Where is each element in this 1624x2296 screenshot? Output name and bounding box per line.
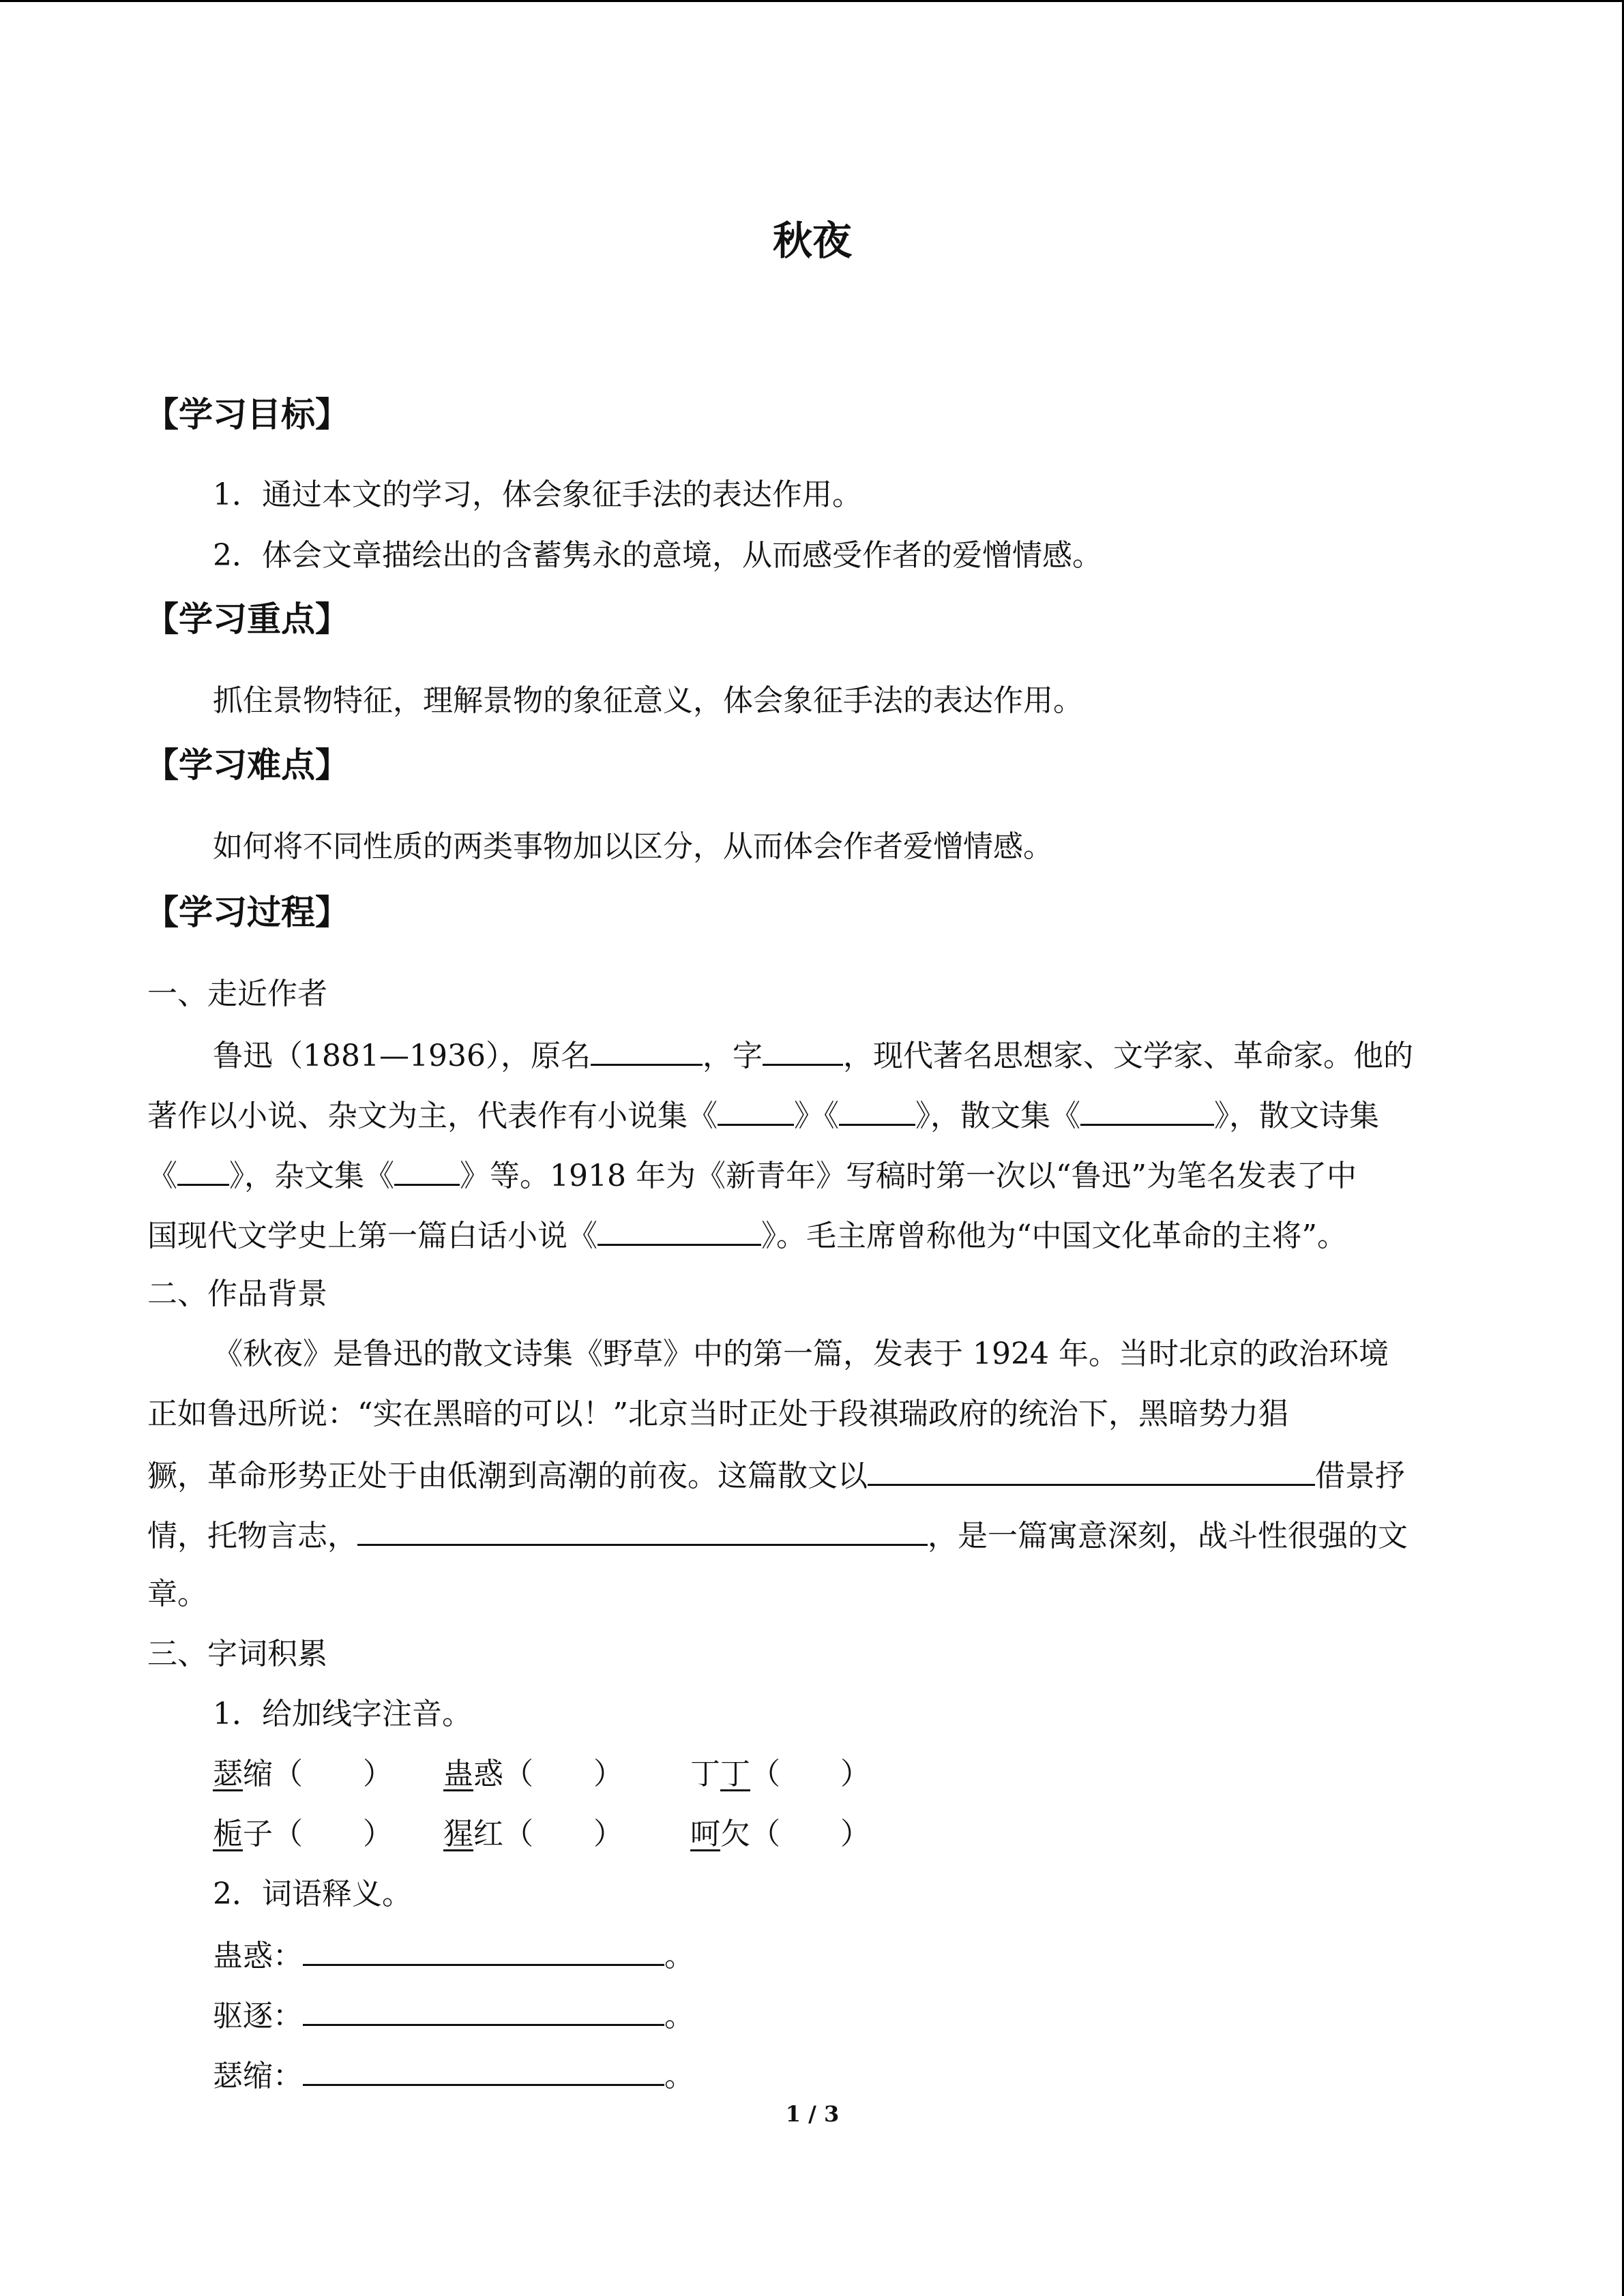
background-line-3 xyxy=(147,1454,1405,1497)
goal-item: 2．体会文章描绘出的含蓄隽永的意境，从而感受作者的爱憎情感。 xyxy=(213,538,1102,573)
answer-blank-prose-poetry[interactable] xyxy=(177,1154,229,1186)
definition-row xyxy=(213,1994,694,2037)
answer-blank-first-story[interactable] xyxy=(597,1214,761,1246)
word-rest: 子 xyxy=(243,1817,273,1851)
answer-blank-definition[interactable] xyxy=(303,1994,664,2026)
word-rest: 欠 xyxy=(720,1817,750,1851)
author-text: 》，杂文集《 xyxy=(229,1159,394,1193)
author-line-1 xyxy=(213,1034,1413,1077)
underlined-char: 瑟 xyxy=(213,1757,243,1791)
author-text: 《 xyxy=(147,1159,177,1193)
word-rest: 缩 xyxy=(243,1757,273,1791)
page-number: 1 / 3 xyxy=(785,2101,840,2127)
author-text: 国现代文学史上第一篇白话小说《 xyxy=(147,1219,597,1253)
background-line-4 xyxy=(147,1514,1408,1557)
pinyin-item xyxy=(213,1817,393,1851)
pinyin-item xyxy=(443,1817,623,1851)
goal-item: 1．通过本文的学习，体会象征手法的表达作用。 xyxy=(213,477,862,512)
definition-end: 。 xyxy=(664,1939,694,1973)
heading-focus: 【学习重点】 xyxy=(145,599,349,639)
answer-blank-theme[interactable] xyxy=(357,1514,928,1546)
underlined-char: 呵 xyxy=(690,1817,720,1851)
answer-paren[interactable]: （ ） xyxy=(503,1757,623,1791)
answer-blank-definition[interactable] xyxy=(303,1934,664,1966)
pinyin-item xyxy=(213,1757,393,1791)
vocab-question-1: 1．给加线字注音。 xyxy=(213,1697,472,1731)
answer-paren[interactable]: （ ） xyxy=(503,1817,623,1851)
section-vocab-heading: 三、字词积累 xyxy=(147,1637,327,1671)
author-text: 著作以小说、杂文为主，代表作有小说集《 xyxy=(147,1099,718,1133)
background-text: 獗，革命形势正处于由低潮到高潮的前夜。这篇散文以 xyxy=(147,1459,868,1493)
section-author-heading: 一、走近作者 xyxy=(147,976,327,1011)
section-background-heading: 二、作品背景 xyxy=(147,1277,327,1311)
answer-paren[interactable]: （ ） xyxy=(750,1757,870,1791)
answer-blank-scene[interactable] xyxy=(868,1454,1315,1486)
definition-row xyxy=(213,1934,694,1977)
definition-end: 。 xyxy=(664,1999,694,2033)
pinyin-row-2 xyxy=(213,1814,870,1855)
word-rest: 红 xyxy=(473,1817,503,1851)
underlined-char: 蛊 xyxy=(443,1757,473,1791)
underlined-char: 猩 xyxy=(443,1817,473,1851)
background-text: ，是一篇寓意深刻，战斗性很强的文 xyxy=(928,1519,1408,1553)
difficulty-text: 如何将不同性质的两类事物加以区分，从而体会作者爱憎情感。 xyxy=(213,829,1053,864)
answer-blank-prose[interactable] xyxy=(1080,1094,1214,1126)
pinyin-item xyxy=(443,1757,623,1791)
pinyin-item xyxy=(690,1757,870,1791)
pinyin-item xyxy=(690,1817,870,1851)
author-text: 》等。1918 年为《新青年》写稿时第一次以“鲁迅”为笔名发表了中 xyxy=(460,1159,1357,1193)
author-line-2 xyxy=(147,1094,1379,1137)
page-border-top xyxy=(0,0,1624,2)
answer-paren[interactable]: （ ） xyxy=(273,1757,393,1791)
author-text: 》。毛主席曾称他为“中国文化革命的主将”。 xyxy=(761,1219,1347,1253)
background-text: 借景抒 xyxy=(1315,1459,1405,1493)
definition-row xyxy=(213,2054,694,2097)
vocab-question-2: 2．词语释义。 xyxy=(213,1877,412,1911)
page-title: 秋夜 xyxy=(772,218,852,264)
answer-blank-novel-1[interactable] xyxy=(718,1094,794,1126)
author-line-3 xyxy=(147,1154,1357,1197)
word-rest: 惑 xyxy=(473,1757,503,1791)
author-text: 》，散文诗集 xyxy=(1214,1099,1379,1133)
author-text: 鲁迅（1881—1936），原名 xyxy=(213,1039,591,1073)
background-line-2: 正如鲁迅所说：“实在黑暗的可以！”北京当时正处于段祺瑞政府的统治下，黑暗势力猖 xyxy=(147,1397,1288,1431)
word-pre: 丁 xyxy=(690,1757,720,1791)
definition-word: 蛊惑： xyxy=(213,1939,303,1973)
answer-blank-definition[interactable] xyxy=(303,2054,664,2086)
heading-goals: 【学习目标】 xyxy=(145,394,349,434)
answer-blank-original-name[interactable] xyxy=(591,1034,703,1066)
underlined-char: 栀 xyxy=(213,1817,243,1851)
answer-paren[interactable]: （ ） xyxy=(750,1817,870,1851)
definition-word: 瑟缩： xyxy=(213,2059,303,2093)
author-text: ，现代著名思想家、文学家、革命家。他的 xyxy=(842,1039,1413,1073)
pinyin-row-1 xyxy=(213,1754,870,1795)
heading-difficulty: 【学习难点】 xyxy=(145,745,349,785)
author-text: 》《 xyxy=(794,1099,839,1133)
author-text: ，字 xyxy=(702,1039,763,1073)
background-line-5: 章。 xyxy=(147,1577,207,1611)
definition-end: 。 xyxy=(664,2059,694,2093)
heading-process: 【学习过程】 xyxy=(145,892,349,932)
answer-blank-essays[interactable] xyxy=(394,1154,460,1186)
underlined-char: 丁 xyxy=(720,1757,750,1791)
definition-word: 驱逐： xyxy=(213,1999,303,2033)
answer-paren[interactable]: （ ） xyxy=(273,1817,393,1851)
author-text: 》，散文集《 xyxy=(915,1099,1080,1133)
author-line-4 xyxy=(147,1214,1347,1257)
answer-blank-novel-2[interactable] xyxy=(839,1094,915,1126)
focus-text: 抓住景物特征，理解景物的象征意义，体会象征手法的表达作用。 xyxy=(213,683,1083,718)
answer-blank-courtesy-name[interactable] xyxy=(763,1034,843,1066)
background-text: 情，托物言志， xyxy=(147,1519,357,1553)
background-line-1: 《秋夜》是鲁迅的散文诗集《野草》中的第一篇，发表于 1924 年。当时北京的政治环境 xyxy=(213,1337,1389,1371)
